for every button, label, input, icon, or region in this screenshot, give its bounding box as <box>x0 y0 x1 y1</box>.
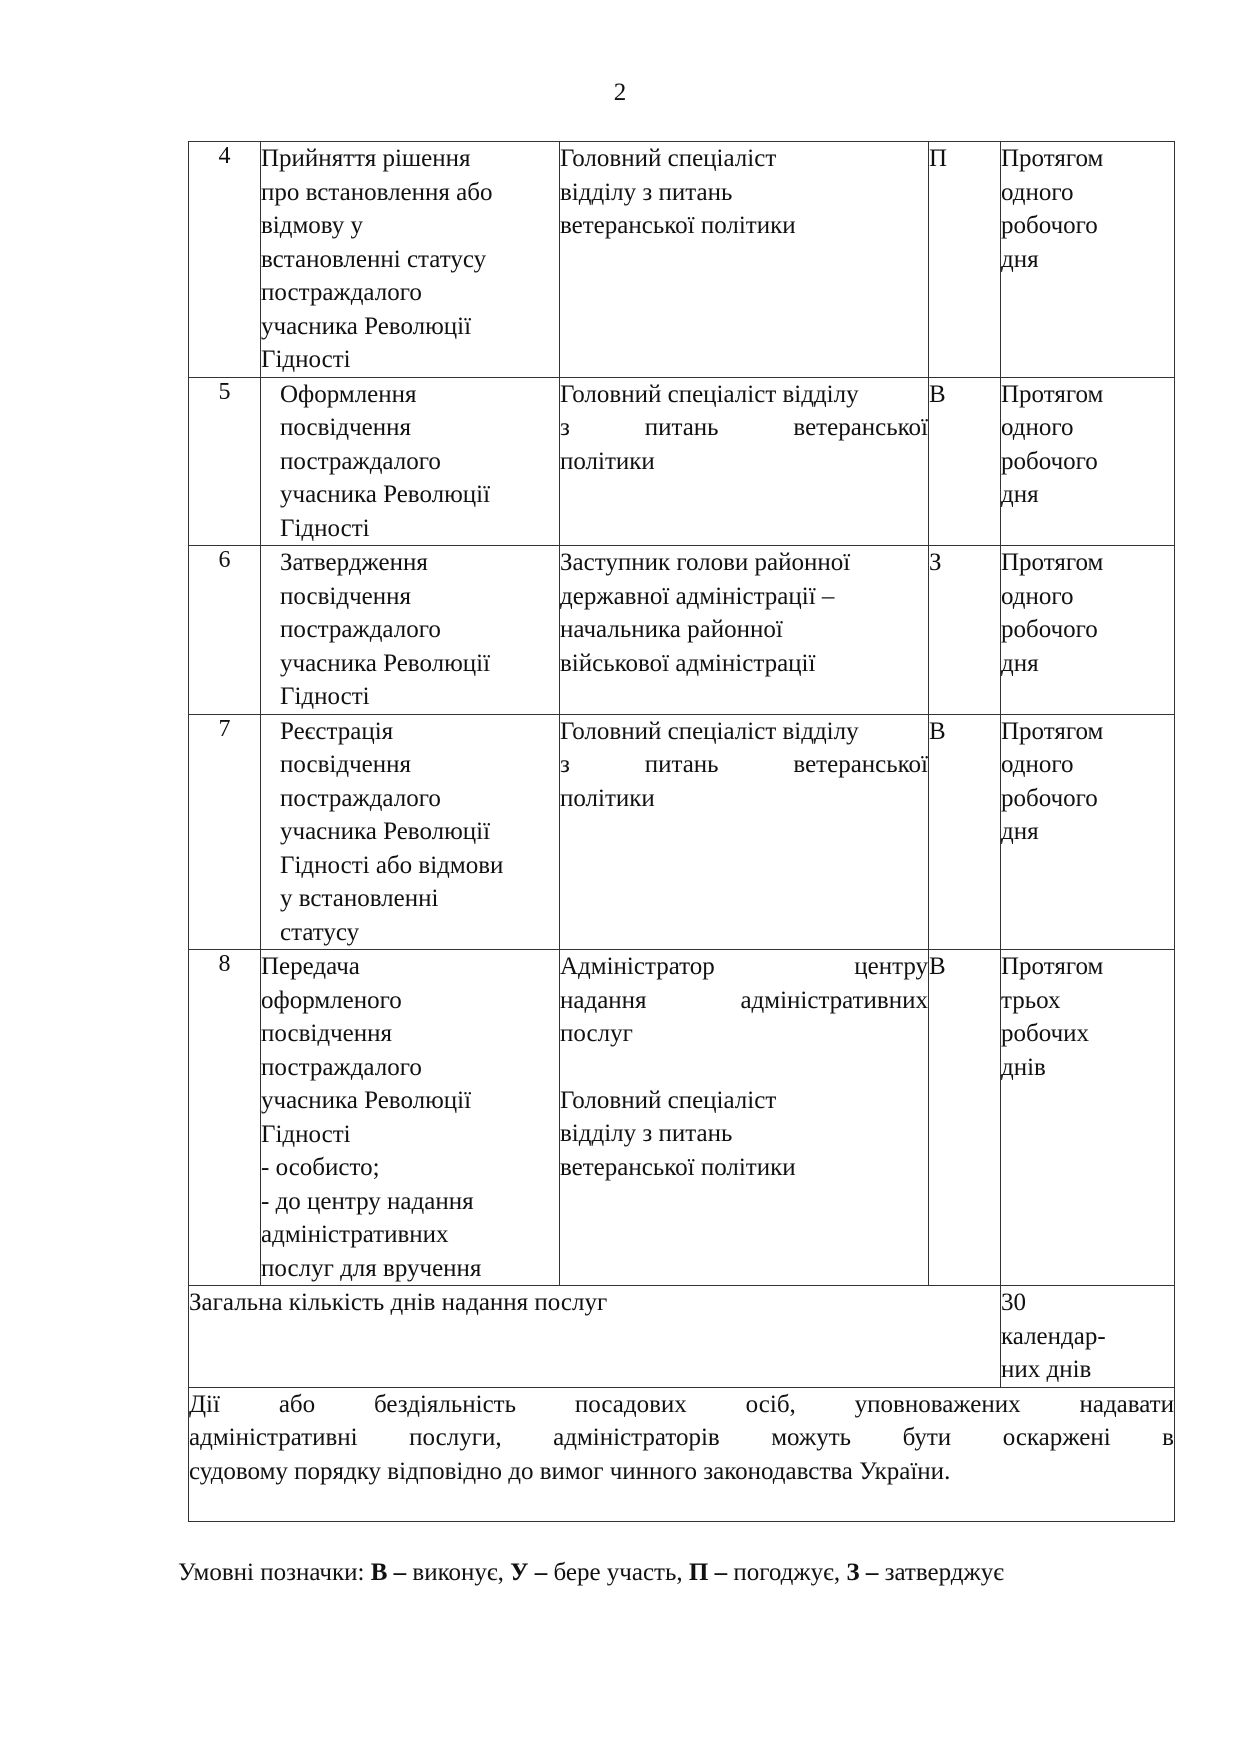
term: Протягом одного робочого дня <box>1001 142 1175 378</box>
legend-text: бере участь <box>553 1559 677 1586</box>
legend-text: затверджує <box>884 1559 1004 1586</box>
table-row <box>189 377 1175 546</box>
table-row <box>189 950 1175 1286</box>
legend-code: В <box>370 1559 388 1586</box>
appeal-row <box>189 1387 1175 1521</box>
action-code: З <box>929 546 1001 715</box>
step-number: 4 <box>189 142 261 378</box>
term: Протягом одного робочого дня <box>1001 546 1175 715</box>
legend-code: П <box>688 1559 709 1586</box>
responsible-person: Головний спеціаліст відділу з питань ветеранської політики <box>560 142 929 378</box>
responsible-person: Головний спеціаліст відділу з питань ветеранської політики <box>560 377 929 546</box>
legend-text: погоджує <box>733 1559 834 1586</box>
action-code: В <box>929 950 1001 1286</box>
page-number: 2 <box>613 79 627 106</box>
appeal-notice: Дії або бездіяльність посадових осіб, уповноважених надавати адміністративні послуги, адміністраторів можуть бути оскаржені в судовому порядку відповідно до вимог чинного законодавства України. <box>189 1387 1175 1521</box>
responsible-person: Адміністратор центру надання адміністративних послуг Головний спеціаліст відділу з питань ветеранської політики <box>560 950 929 1286</box>
table-row <box>189 142 1175 378</box>
action-code: В <box>929 714 1001 950</box>
step-description: Реєстрація посвідчення постраждалого учасника Революції Гідності або відмови у встановленні статусу <box>261 714 560 950</box>
responsible-person: Головний спеціаліст відділу з питань ветеранської політики <box>560 714 929 950</box>
step-description: Передача оформленого посвідчення постраждалого учасника Революції Гідності - особисто; - до центру надання адміністративних послуг для вручення <box>261 950 560 1286</box>
step-description: Затвердження посвідчення постраждалого учасника Революції Гідності <box>261 546 560 715</box>
table-row <box>189 546 1175 715</box>
step-number: 5 <box>189 377 261 546</box>
table-row <box>189 714 1175 950</box>
term: Протягом одного робочого дня <box>1001 377 1175 546</box>
legend-code: З <box>846 1559 860 1586</box>
total-value: 30 календар- них днів <box>1001 1286 1175 1388</box>
legend-text: виконує <box>412 1559 498 1586</box>
legend: Умовні позначки: В – виконує, У – бере участь, П – погоджує, З – затверджує <box>178 1559 1004 1586</box>
action-code: П <box>929 142 1001 378</box>
procedure-table <box>188 141 1175 1522</box>
step-number: 7 <box>189 714 261 950</box>
step-description: Оформлення посвідчення постраждалого учасника Революції Гідності <box>261 377 560 546</box>
total-label: Загальна кількість днів надання послуг <box>189 1286 1001 1388</box>
term: Протягом трьох робочих днів <box>1001 950 1175 1286</box>
legend-code: У <box>510 1559 529 1586</box>
step-description: Прийняття рішення про встановлення або відмову у встановленні статусу постраждалого учасника Революції Гідності <box>261 142 560 378</box>
term: Протягом одного робочого дня <box>1001 714 1175 950</box>
action-code: В <box>929 377 1001 546</box>
step-number: 6 <box>189 546 261 715</box>
step-number: 8 <box>189 950 261 1286</box>
total-row <box>189 1286 1175 1388</box>
responsible-person: Заступник голови районної державної адміністрації – начальника районної військової адміністрації <box>560 546 929 715</box>
legend-prefix: Умовні позначки: <box>178 1559 371 1586</box>
